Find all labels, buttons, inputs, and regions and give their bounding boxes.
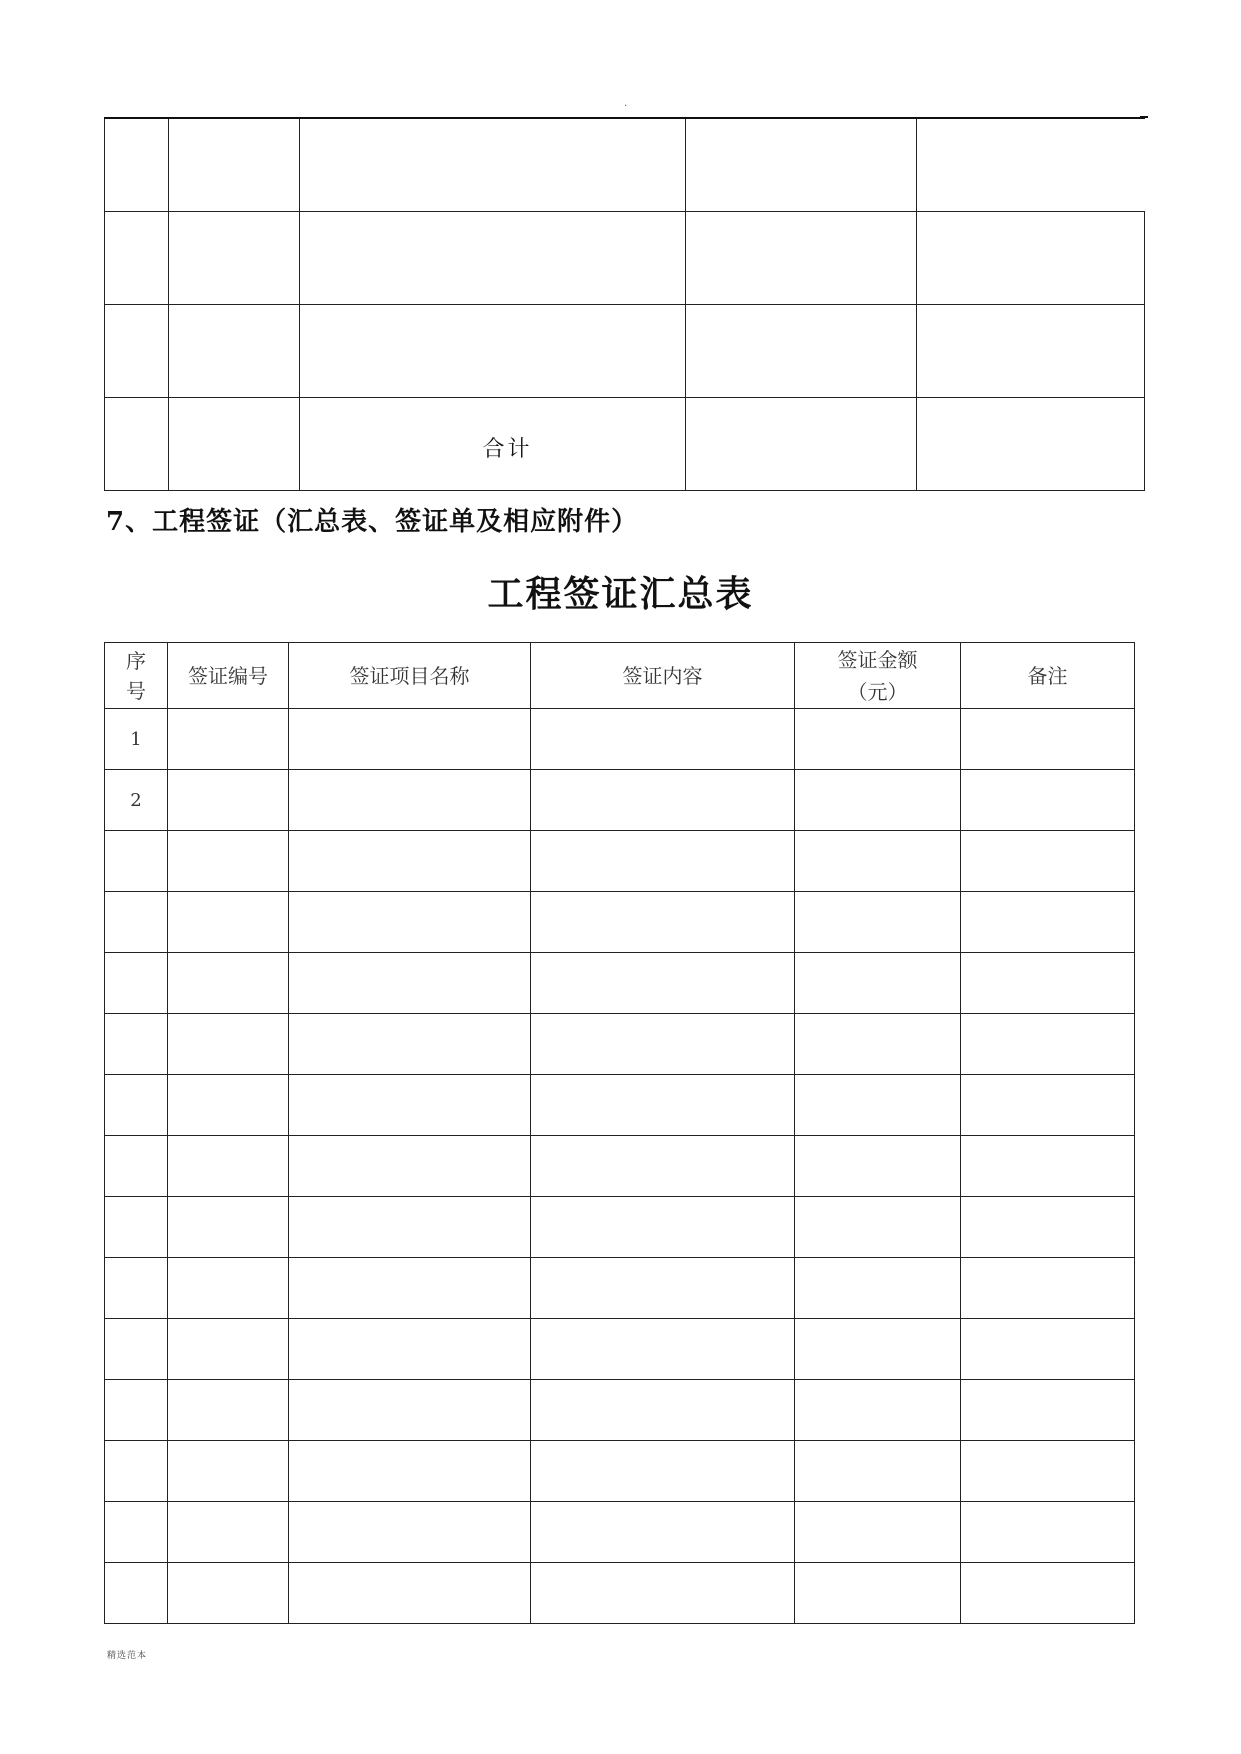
table-cell-col-index: 2: [105, 770, 168, 831]
table-cell-col-remarks: [961, 831, 1135, 892]
table-cell: [917, 397, 1145, 490]
table-cell-col-amount: [795, 1502, 961, 1563]
table-row: [105, 1563, 1135, 1624]
table-cell-col-content: [531, 1014, 795, 1075]
table-cell-col-remarks: [961, 1014, 1135, 1075]
header-col-visa-number: 签证编号: [168, 643, 289, 709]
table-row: [105, 1441, 1135, 1502]
table-cell-col-index: [105, 1197, 168, 1258]
table-cell-col-amount: [795, 709, 961, 770]
table-cell: [169, 397, 300, 490]
table-cell-col-remarks: [961, 1380, 1135, 1441]
table-cell-col-remarks: [961, 1441, 1135, 1502]
table-cell: [169, 304, 300, 397]
table-row: [105, 1319, 1135, 1380]
table-cell: [686, 304, 917, 397]
table-cell-col-content: [531, 892, 795, 953]
table-cell-col-visa-number: [168, 1441, 289, 1502]
table-cell: [686, 118, 917, 211]
table-cell-col-visa-number: [168, 709, 289, 770]
header-col-project-name: 签证项目名称: [289, 643, 531, 709]
footer-note: 精选范本: [107, 1651, 148, 1661]
table-cell-col-amount: [795, 1441, 961, 1502]
table-cell-col-amount: [795, 831, 961, 892]
table-cell-col-visa-number: [168, 1197, 289, 1258]
table-cell-col-remarks: [961, 709, 1135, 770]
table-cell-col-content: [531, 1136, 795, 1197]
table-cell-col-visa-number: [168, 1502, 289, 1563]
header-col-remarks: 备注: [961, 643, 1135, 709]
table-cell-col-project-name: [289, 709, 531, 770]
table-cell-col-project-name: [289, 1441, 531, 1502]
table-cell-col-content: [531, 831, 795, 892]
table-cell-col-content: [531, 953, 795, 1014]
table-cell-col-visa-number: [168, 953, 289, 1014]
header-col-index: 序号: [105, 643, 168, 709]
table-cell-col-project-name: [289, 892, 531, 953]
table-row: [105, 118, 1145, 211]
table-cell-col-index: 1: [105, 709, 168, 770]
table-cell-col-index: [105, 1319, 168, 1380]
table-cell-col-amount: [795, 1319, 961, 1380]
table-cell-col-visa-number: [168, 1136, 289, 1197]
table-row: [105, 953, 1135, 1014]
header-col-amount: 签证金额（元）: [795, 643, 961, 709]
table-row: [105, 1075, 1135, 1136]
table-row: [105, 1197, 1135, 1258]
table-row: [105, 1136, 1135, 1197]
table-cell-col-remarks: [961, 953, 1135, 1014]
header-col-content: 签证内容: [531, 643, 795, 709]
table-cell-col-amount: [795, 770, 961, 831]
table-cell-col-project-name: [289, 1380, 531, 1441]
table-cell-col-index: [105, 1441, 168, 1502]
table-cell-col-remarks: [961, 1136, 1135, 1197]
table-cell-col-visa-number: [168, 1319, 289, 1380]
table-cell-col-amount: [795, 1075, 961, 1136]
table-cell-col-project-name: [289, 831, 531, 892]
table-cell-col-content: [531, 1258, 795, 1319]
table-cell: [105, 397, 169, 490]
table-cell-col-remarks: [961, 1258, 1135, 1319]
table-row: [105, 831, 1135, 892]
table-cell-col-project-name: [289, 1502, 531, 1563]
table-row: [105, 770, 1135, 831]
table-cell-col-index: [105, 1075, 168, 1136]
table-row: [105, 1258, 1135, 1319]
table-cell-col-project-name: [289, 953, 531, 1014]
table-cell-col-project-name: [289, 1014, 531, 1075]
table-cell-col-project-name: [289, 770, 531, 831]
table-cell-col-project-name: [289, 1075, 531, 1136]
table-cell-col-amount: [795, 953, 961, 1014]
table-cell-col-remarks: [961, 892, 1135, 953]
table-cell-col-content: [531, 1502, 795, 1563]
table-cell-col-project-name: [289, 1563, 531, 1624]
table-cell-col-amount: [795, 1563, 961, 1624]
table-cell-col-visa-number: [168, 1258, 289, 1319]
table-cell: [105, 211, 169, 304]
table-cell: [686, 397, 917, 490]
total-label: 合计: [482, 437, 533, 462]
table-cell: [300, 211, 686, 304]
table-cell-col-visa-number: [168, 1380, 289, 1441]
table-row: [105, 1502, 1135, 1563]
table-row: [105, 304, 1145, 397]
table-cell-col-remarks: [961, 1075, 1135, 1136]
table-cell: [300, 304, 686, 397]
table-cell-col-index: [105, 953, 168, 1014]
table-cell-col-amount: [795, 1197, 961, 1258]
table-cell-col-visa-number: [168, 1014, 289, 1075]
table-cell-col-content: [531, 1075, 795, 1136]
table-cell-col-index: [105, 1258, 168, 1319]
header-dot: .: [624, 98, 628, 109]
table-cell-col-visa-number: [168, 1563, 289, 1624]
table-cell-col-amount: [795, 892, 961, 953]
section-heading: 7、工程签证（汇总表、签证单及相应附件）: [106, 507, 639, 537]
table-cell-col-remarks: [961, 770, 1135, 831]
table-cell-col-remarks: [961, 1319, 1135, 1380]
table-cell-col-visa-number: [168, 831, 289, 892]
table-cell: [686, 211, 917, 304]
table-cell-col-index: [105, 1563, 168, 1624]
table-header-row: [105, 643, 1135, 709]
table-cell-col-remarks: [961, 1197, 1135, 1258]
table-top-rule-extension: [1140, 116, 1148, 118]
table-cell-col-index: [105, 892, 168, 953]
table-cell: [300, 118, 686, 211]
table-cell-col-content: [531, 1563, 795, 1624]
table-cell-col-visa-number: [168, 892, 289, 953]
table-row: [105, 892, 1135, 953]
table-cell-col-content: [531, 1197, 795, 1258]
table-cell: [105, 118, 169, 211]
table-cell-col-amount: [795, 1258, 961, 1319]
visa-summary-table: [104, 642, 1135, 1624]
table-cell-col-project-name: [289, 1258, 531, 1319]
table-cell: [169, 211, 300, 304]
table-row: [105, 709, 1135, 770]
table-cell-col-content: [531, 1319, 795, 1380]
previous-summary-table: [104, 117, 1145, 491]
table-cell-col-project-name: [289, 1319, 531, 1380]
table-row: [105, 1380, 1135, 1441]
table-cell-col-remarks: [961, 1563, 1135, 1624]
table-cell: [169, 118, 300, 211]
table-cell-col-content: [531, 1380, 795, 1441]
table-cell-col-content: [531, 709, 795, 770]
table-cell-col-index: [105, 1014, 168, 1075]
table-cell-col-index: [105, 831, 168, 892]
table-cell-col-amount: [795, 1380, 961, 1441]
table-cell: [917, 118, 1145, 211]
table-cell: [917, 304, 1145, 397]
table-row: [105, 397, 1145, 490]
page-title: 工程签证汇总表: [487, 573, 754, 615]
table-cell-col-content: [531, 1441, 795, 1502]
table-cell-col-index: [105, 1502, 168, 1563]
table-cell-col-amount: [795, 1014, 961, 1075]
table-cell-col-index: [105, 1136, 168, 1197]
table-cell-col-visa-number: [168, 770, 289, 831]
table-cell-col-amount: [795, 1136, 961, 1197]
table-cell-col-project-name: [289, 1197, 531, 1258]
table-cell-col-project-name: [289, 1136, 531, 1197]
table-cell-col-index: [105, 1380, 168, 1441]
table-cell: [300, 397, 686, 490]
table-cell-col-remarks: [961, 1502, 1135, 1563]
table-cell: [105, 304, 169, 397]
table-cell: [917, 211, 1145, 304]
table-row: [105, 211, 1145, 304]
table-cell-col-content: [531, 770, 795, 831]
table-row: [105, 1014, 1135, 1075]
table-cell-col-visa-number: [168, 1075, 289, 1136]
